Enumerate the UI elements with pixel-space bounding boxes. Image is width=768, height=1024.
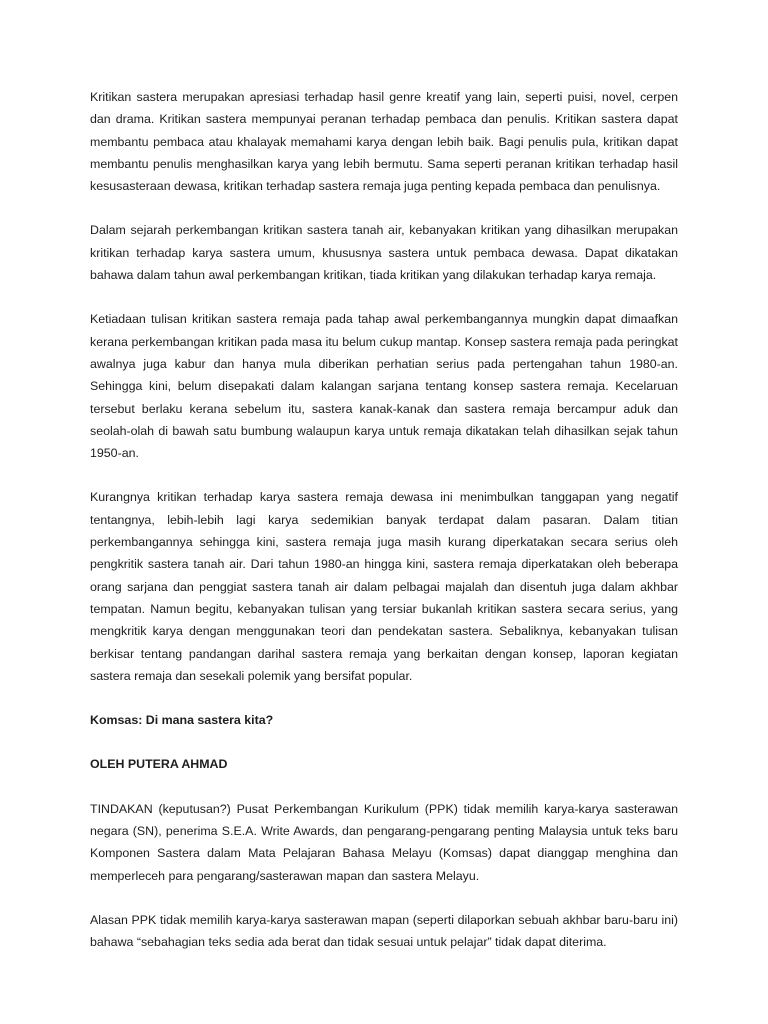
paragraph-4: Kurangnya kritikan terhadap karya sastera remaja dewasa ini menimbulkan tanggapan yang negatif tentangnya, lebih-lebih lagi karya sedemikian banyak terdapat dalam pasaran. Dalam titian perkembangannya sehingga kini, sastera remaja juga masih kurang diperkatakan secara serius oleh pengkritik sastera tanah air. Dari tahun 1980-an hingga kini, sastera remaja diperkatakan oleh beberapa orang sarjana dan penggiat sastera tanah air dalam pelbagai majalah dan disentuh juga dalam akhbar tempatan. Namun begitu, kebanyakan tulisan yang tersiar bukanlah kritikan sastera secara serius, yang mengkritik karya dengan menggunakan teori dan pendekatan sastera. Sebaliknya, kebanyakan tulisan berkisar tentang pandangan darihal sastera remaja yang berkaitan dengan konsep, laporan kegiatan sastera remaja dan sesekali polemik yang bersifat popular.	[90, 490, 678, 683]
article-title: Komsas: Di mana sastera kita?	[90, 713, 274, 728]
paragraph-1: Kritikan sastera merupakan apresiasi terhadap hasil genre kreatif yang lain, seperti puisi, novel, cerpen dan drama. Kritikan sastera mempunyai peranan terhadap pembaca dan penulis. Kritikan sastera dapat membantu pembaca atau khalayak memahami karya dengan lebih baik. Bagi penulis pula, kritikan dapat membantu penulis menghasilkan karya yang lebih bermutu. Sama seperti peranan kritikan terhadap hasil kesusasteraan dewasa, kritikan terhadap sastera remaja juga penting kepada pembaca dan penulisnya.	[90, 90, 678, 194]
byline: OLEH PUTERA AHMAD	[90, 757, 228, 772]
article-paragraph-1: TINDAKAN (keputusan?) Pusat Perkembangan Kurikulum (PPK) tidak memilih karya-karya sasterawan negara (SN), penerima S.E.A. Write Awards, dan pengarang-pengarang penting Malaysia untuk teks baru Komponen Sastera dalam Mata Pelajaran Bahasa Melayu (Komsas) dapat dianggap menghina dan memperleceh para pengarang/sasterawan mapan dan sastera Melayu.	[90, 801, 678, 883]
paragraph-2: Dalam sejarah perkembangan kritikan sastera tanah air, kebanyakan kritikan yang dihasilkan merupakan kritikan terhadap karya sastera umum, khususnya sastera untuk pembaca dewasa. Dapat dikatakan bahawa dalam tahun awal perkembangan kritikan, tiada kritikan yang dilakukan terhadap karya remaja.	[90, 223, 678, 283]
paragraph-3: Ketiadaan tulisan kritikan sastera remaja pada tahap awal perkembangannya mungkin dapat dimaafkan kerana perkembangan kritikan pada masa itu belum cukup mantap. Konsep sastera remaja pada peringkat awalnya juga kabur dan hanya mula diberikan perhatian serius pada pertengahan tahun 1980-an. Sehingga kini, belum disepakati dalam kalangan sarjana tentang konsep sastera remaja. Kecelaruan tersebut berlaku kerana sebelum itu, sastera kanak-kanak dan sastera remaja bercampur aduk dan seolah-olah di bawah satu bumbung walaupun karya untuk remaja dikatakan telah dihasilkan sejak tahun 1950-an.	[90, 312, 678, 461]
article-paragraph-2: Alasan PPK tidak memilih karya-karya sasterawan mapan (seperti dilaporkan sebuah akhbar baru-baru ini) bahawa “sebahagian teks sedia ada berat dan tidak sesuai untuk pelajar” tidak dapat diterima.	[90, 912, 678, 950]
